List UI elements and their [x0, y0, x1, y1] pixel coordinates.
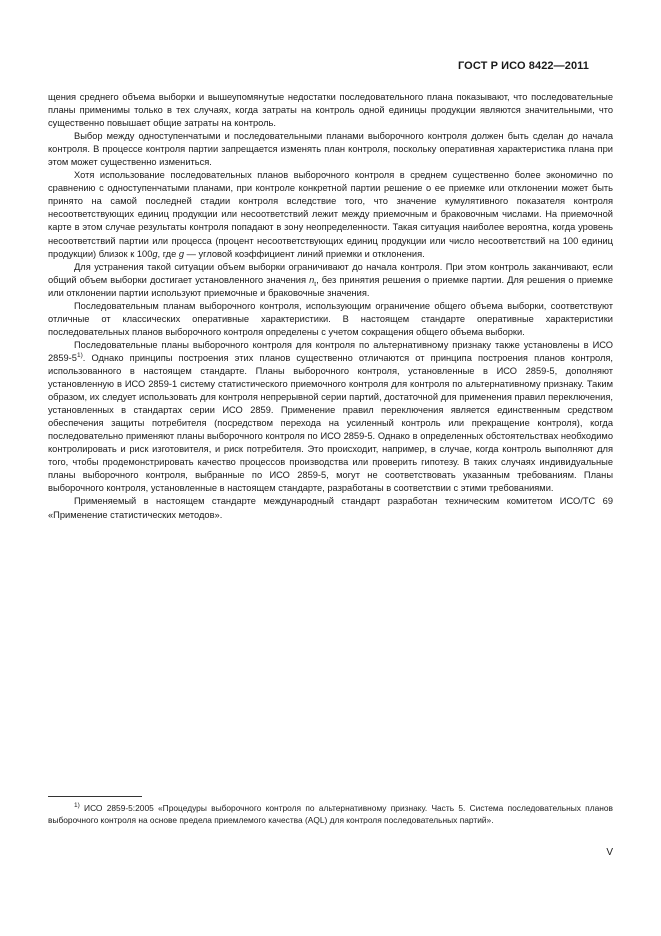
paragraph-1: щения среднего объема выборки и вышеупомянутые недостатки последовательного плана показывают, что последовательные планы применимы только в тех случаях, когда затраты на контроль одной единицы продукции являются значительными, что существенно повышает общие затраты на контроль.: [48, 92, 613, 129]
paragraph-2: Выбор между одноступенчатыми и последовательными планами выборочного контроля должен быть сделан до начала контроля. В процессе контроля партии запрещается изменять план контроля, поскольку оперативная характеристика плана при этом может существенно измениться.: [48, 131, 613, 168]
paragraph-7: Применяемый в настоящем стандарте международный стандарт разработан техническим комитетом ИСО/ТС 69 «Применение статистических методов».: [48, 496, 613, 520]
paragraph-6: Последовательные планы выборочного контроля для контроля по альтернативному признаку также установлены в ИСО 2859-5$^{1)}$. Однако принципы построения этих планов существенно отличаются от принципа построения планов контроля, использованного в настоящем стандарте. Планы выборочного контроля, установленные в ИСО 2859-5, дополняют установленную в ИСО 2859-1 систему статистического приемочного контроля для контроля по альтернативному признаку. Таким образом, их следует использовать для контроля непрерывной серии партий, достаточной для применения правил переключения, установленных в стандартах серии ИСО 2859. Применение правил переключения является единственным средством обеспечения защиты потребителя (посредством перехода на усиленный контроль или прекращение контроля), когда последовательно применяют планы выборочного контроля по ИСО 2859-5. Однако в определенных обстоятельствах необходимо контролировать и риск изготовителя, и риск потребителя. Это происходит, например, в случае, когда контроль выполняют для того, чтобы продемонстрировать качество процессов производства или проверить гипотезу. В таких случаях индивидуальные планы выборочного контроля, выбранные по ИСО 2859-5, могут не соответствовать указанным требованиям. Планы выборочного контроля, установленные в настоящем стандарте, разработаны в соответствии с этими требованиями.: [48, 339, 613, 494]
footnote-reference[interactable]: 1): [76, 351, 83, 359]
paragraph-4: Для устранения такой ситуации объем выборки ограничивают до начала контроля. При этом контроль заканчивают, если общий объем выборки достигает установленного значения $n_t$, без принятия решения о приемке партии. Для решения о приемке или отклонении партии используют приемочные и браковочные значения.: [48, 261, 614, 298]
paragraph-5: Последовательным планам выборочного контроля, использующим ограничение общего объема выборки, соответствуют отличные от классических оперативные характеристики. В настоящем стандарте оперативные характеристики последовательных планов выборочного контроля определены с учетом сокращения общего объема выборки.: [48, 300, 613, 337]
footnote: [48, 803, 613, 826]
document-header: ГОСТ Р ИСО 8422—2011: [457, 60, 589, 72]
footnote-marker: 1): [74, 802, 80, 810]
main-text: [48, 91, 613, 522]
paragraph-3: Хотя использование последовательных планов выборочного контроля в среднем существенно более экономично по сравнению с одноступенчатыми планами, при контроле конкретной партии решение о ее приемке или отклонении может быть принято на самой последней стадии контроля вследствие того, что значение кумулятивного показателя контроля несоответствующих единиц продукции или несоответствий лежит между приемочным и браковочным числами. На приемочной карте в этом случае результаты контроля попадают в зону неопределенности. Такая ситуация наиболее вероятна, когда уровень несоответствий партии или процесса (процент несоответствующих единиц продукции или число несоответствий на 100 единиц продукции) близок к 100g, где g — угловой коэффициент линий приемки и отклонения.: [48, 170, 613, 259]
footnote-text: ИСО 2859-5:2005 «Процедуры выборочного контроля по альтернативному признаку. Часть 5. Система последовательных планов выборочного контроля на основе предела приемлемого качества (AQL) для контроля последовательных партий».: [48, 803, 613, 825]
page-number: V: [606, 847, 613, 858]
footnote-divider: [48, 796, 142, 797]
